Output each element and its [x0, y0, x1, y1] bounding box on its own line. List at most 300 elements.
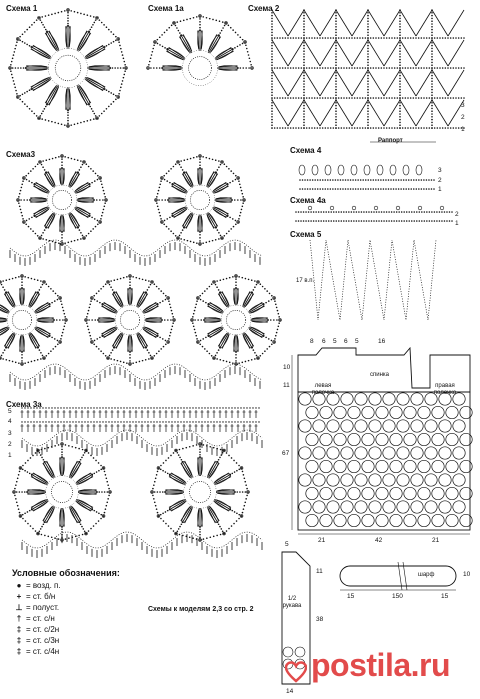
chain-dot [204, 421, 205, 422]
chain-dot [157, 193, 159, 195]
chain-dot [165, 471, 167, 473]
motif-circle [299, 501, 311, 513]
chain-dot [231, 457, 233, 459]
chain-dot [24, 470, 26, 472]
chain-dot [431, 110, 433, 112]
chain-dot [13, 54, 15, 56]
chain-dot [78, 407, 79, 408]
chain-dot [164, 319, 166, 321]
lattice-stitch [384, 100, 400, 126]
lattice-stitch [320, 100, 336, 126]
chain-dot [376, 220, 378, 222]
chain-dot [93, 407, 94, 408]
chain-dot [255, 407, 256, 408]
chain-dot [14, 488, 16, 490]
chain-dot [53, 319, 55, 321]
chain-dot [11, 61, 13, 63]
chain-dot [304, 179, 306, 181]
chain-dot [348, 211, 350, 213]
chain-dot [21, 281, 23, 283]
chain-dot [285, 67, 287, 69]
dim-top: 5 [355, 338, 359, 345]
chain-dot [32, 528, 34, 530]
chain-dot [218, 523, 220, 525]
chain-dot [445, 67, 447, 69]
chain-dot [257, 357, 259, 359]
chain-dot [215, 355, 217, 357]
chain-dot [173, 166, 175, 168]
chain-dot [228, 168, 230, 170]
chain-dot [171, 407, 172, 408]
chain-dot [235, 224, 237, 226]
chain-dot [154, 283, 156, 285]
motif-circle [383, 474, 395, 486]
chain-dot [86, 322, 88, 324]
motif-center-ring [190, 190, 209, 209]
chain-dot [93, 16, 95, 18]
motif-circle [446, 406, 458, 418]
chain-dot [405, 67, 407, 69]
petal-stitch [209, 36, 218, 52]
chain-dot [426, 67, 428, 69]
chain-dot [199, 537, 201, 539]
chain-dot [237, 34, 239, 36]
chain-dot [101, 113, 103, 115]
chain-dot [271, 340, 273, 342]
chain-dot [170, 168, 172, 170]
chain-dot [431, 127, 433, 129]
chain-dot [155, 199, 157, 201]
chain-dot [375, 97, 377, 99]
chain-dot [37, 235, 39, 237]
chain-dot [67, 125, 69, 127]
motif-circle [446, 514, 458, 526]
chain-dot [249, 57, 251, 59]
chain-dot [249, 421, 250, 422]
chain-dot [225, 407, 226, 408]
chain-dot [237, 67, 239, 69]
chain-dot [309, 179, 311, 181]
chain-dot [389, 127, 391, 129]
motif-circle [432, 514, 444, 526]
chain-dot [320, 211, 322, 213]
lattice-stitch [432, 40, 448, 66]
motif-circle [397, 474, 409, 486]
double-crochet-icon: † [16, 614, 22, 623]
chain-dot [335, 99, 337, 101]
chain-dot [199, 164, 201, 166]
chain-dot [195, 332, 197, 334]
chain-dot [399, 53, 401, 55]
chain-dot [238, 514, 240, 516]
motif-circle [327, 420, 339, 432]
chain-dot [405, 188, 407, 190]
chain-dot [9, 67, 11, 69]
chain-dot [330, 188, 332, 190]
chain-dot [236, 513, 238, 515]
motif-inner-ring [46, 476, 79, 509]
chain-dot [21, 212, 23, 214]
chain-dot [45, 15, 47, 17]
chain-dot [77, 159, 79, 161]
chain-dot [162, 338, 164, 340]
chain-dot [236, 520, 238, 522]
chain-dot [29, 510, 31, 512]
chain-dot [192, 407, 193, 408]
chain-dot [306, 127, 308, 129]
chain-dot [108, 495, 110, 497]
chain-dot [293, 127, 295, 129]
chain-dot [399, 62, 401, 64]
chain-dot [295, 220, 297, 222]
chain-dot [431, 20, 433, 22]
motif-circle [425, 474, 437, 486]
lattice-stitch [304, 40, 320, 66]
chain-dot [173, 530, 175, 532]
chain-dot [240, 421, 241, 422]
chain-dot [378, 67, 380, 69]
chain-dot [34, 183, 36, 185]
chain-dot [215, 227, 217, 229]
chain-dot [67, 17, 69, 19]
chain-dot [309, 127, 311, 129]
motif-circle [453, 420, 465, 432]
chain-dot [24, 276, 26, 278]
chain-dot [77, 172, 79, 174]
chain-dot [218, 35, 220, 37]
chain-dot [399, 12, 401, 14]
chain-dot [242, 193, 244, 195]
chain-dot [120, 361, 122, 363]
chain-dot [405, 127, 407, 129]
chain-dot [218, 238, 220, 240]
chain-dot [30, 421, 31, 422]
chain-dot [148, 280, 150, 282]
chain-dot [350, 179, 352, 181]
scheme5-label: Схема 5 [290, 230, 322, 239]
chain-dot [102, 421, 103, 422]
chain-dot [51, 337, 53, 339]
chain-dot [271, 18, 273, 20]
chain-dot [399, 29, 401, 31]
chain-dot [74, 240, 76, 242]
chain-dot [169, 303, 171, 305]
chain-dot [226, 452, 228, 454]
chain-dot [274, 97, 276, 99]
chain-dot [72, 407, 73, 408]
chain-dot [195, 421, 196, 422]
chain-dot [429, 67, 431, 69]
chain-dot [178, 528, 180, 530]
chain-dot [177, 407, 178, 408]
chain-dot [108, 91, 110, 93]
chain-dot [92, 228, 94, 230]
chain-dot [138, 407, 139, 408]
chain-dot [219, 421, 220, 422]
chain-dot [463, 97, 465, 99]
chain-dot [311, 67, 313, 69]
chain-dot [403, 179, 405, 181]
chain-dot [383, 211, 385, 213]
chain-dot [317, 97, 319, 99]
chain-dot [325, 67, 327, 69]
chain-dot [434, 67, 436, 69]
chain-dot [66, 407, 67, 408]
chain-dot [126, 407, 127, 408]
chain-dot [145, 359, 147, 361]
chain-dot [343, 67, 345, 69]
chain-dot [21, 363, 23, 365]
chain-dot [95, 173, 97, 175]
chain-dot [26, 199, 28, 201]
chain-dot [65, 319, 67, 321]
chain-dot [158, 515, 160, 517]
chain-dot [413, 67, 415, 69]
chain-dot [463, 37, 465, 39]
chain-dot [180, 232, 182, 234]
motif-circle [404, 433, 416, 445]
chain-dot [161, 199, 163, 201]
lattice-stitch [304, 100, 320, 126]
chain-dot [36, 115, 38, 117]
chain-dot [378, 179, 380, 181]
chain-dot [199, 234, 201, 236]
chain-dot [450, 127, 452, 129]
chain-dot [100, 350, 102, 352]
chain-dot [165, 340, 167, 342]
chain-dot [22, 180, 24, 182]
chain-dot [295, 211, 297, 213]
chain-dot [177, 452, 179, 454]
chain-dot [303, 110, 305, 112]
chain-dot [367, 113, 369, 115]
chain-dot [162, 407, 163, 408]
motif-circle [320, 433, 332, 445]
chain-dot [67, 9, 69, 11]
chain-dot [323, 211, 325, 213]
chain-dot [83, 121, 85, 123]
chain-dot [219, 279, 221, 281]
motif-circle [362, 487, 374, 499]
chain-dot [45, 159, 47, 161]
chain-dot [244, 501, 246, 503]
motif-inner-ring [48, 48, 87, 87]
chain-dot [103, 190, 105, 192]
chain-dot [26, 220, 28, 222]
chain-dot [202, 300, 204, 302]
chain-dot [442, 67, 444, 69]
chain-dot [250, 64, 252, 66]
chain-dot [153, 44, 155, 46]
chain-dot [81, 407, 82, 408]
chain-dot [367, 80, 369, 82]
chain-dot [45, 227, 47, 229]
chain-dot [335, 67, 337, 69]
chain-dot [20, 199, 22, 201]
motif-circle [334, 487, 346, 499]
chain-dot [251, 359, 253, 361]
chain-dot [51, 407, 52, 408]
chain-dot [215, 239, 217, 241]
chain-dot [279, 319, 281, 321]
chain-dot [199, 30, 201, 32]
chain-dot [40, 115, 42, 117]
chain-dot [271, 67, 273, 69]
chain-dot [403, 211, 405, 213]
chain-dot [410, 37, 412, 39]
chain-dot [303, 39, 305, 41]
chain-dot [172, 215, 174, 217]
chain-dot [160, 465, 162, 467]
chain-dot [170, 307, 172, 309]
chain-dot [48, 421, 49, 422]
chain-dot [110, 286, 112, 288]
chain-dot [426, 97, 428, 99]
chain-dot [31, 278, 33, 280]
chain-dot [89, 183, 91, 185]
chain-dot [113, 347, 115, 349]
chain-dot [367, 122, 369, 124]
chain-dot [177, 421, 178, 422]
chain-dot [90, 168, 92, 170]
chain-dot [67, 122, 69, 124]
chain-dot [285, 127, 287, 129]
chain-dot [317, 188, 319, 190]
chain-dot [439, 211, 441, 213]
chain-dot [189, 18, 191, 20]
motif-circle [439, 420, 451, 432]
chain-dot [97, 179, 99, 181]
chain-dot [256, 284, 258, 286]
chain-dot [30, 457, 32, 459]
chain-dot [426, 220, 428, 222]
chain-dot [61, 243, 63, 245]
chain-dot [260, 283, 262, 285]
chain-dot [244, 477, 246, 479]
chain-dot [37, 450, 39, 452]
chain-dot [287, 37, 289, 39]
chain-dot [444, 220, 446, 222]
chain-dot [426, 37, 428, 39]
chain-dot [254, 358, 256, 360]
chain-dot [322, 37, 324, 39]
petal-stitch [32, 47, 50, 57]
motif-circle [320, 514, 332, 526]
chain-stitch-icon: ● [16, 581, 22, 590]
chain-dot [343, 127, 345, 129]
chain-dot [367, 37, 369, 39]
chain-dot [77, 12, 79, 14]
chain-dot [101, 215, 103, 217]
chain-dot [199, 155, 201, 157]
right-front-label: правая полочка [433, 383, 457, 396]
chain-dot [386, 97, 388, 99]
chain-dot [35, 452, 37, 454]
chain-dot [276, 307, 278, 309]
chain-dot [399, 34, 401, 36]
chain-dot [138, 421, 139, 422]
chain-dot [150, 57, 152, 59]
chain-dot [160, 514, 162, 516]
chain-dot [165, 299, 167, 301]
chain-dot [247, 51, 249, 53]
chain-dot [222, 452, 224, 454]
chain-dot [64, 325, 66, 327]
chain-dot [159, 67, 161, 69]
chain-dot [196, 242, 198, 244]
chain-dot [47, 536, 49, 538]
chain-dot [80, 232, 82, 234]
chain-dot [91, 217, 93, 219]
chain-dot [431, 113, 433, 115]
motif-circle [404, 514, 416, 526]
chain-dot [235, 351, 237, 353]
motif-center-ring [189, 57, 212, 80]
lattice-stitch [336, 70, 352, 96]
chain-dot [15, 45, 17, 47]
chain-dot [24, 362, 26, 364]
lattice-stitch [416, 40, 432, 66]
chain-dot [154, 501, 156, 503]
chain-dot [144, 407, 145, 408]
chain-dot [322, 188, 324, 190]
chain-dot [351, 211, 353, 213]
motif-circle [341, 420, 353, 432]
chain-dot [31, 474, 33, 476]
chain-dot [159, 421, 160, 422]
wave-chain [10, 240, 262, 256]
chain-dot [165, 460, 167, 462]
chain-dot [402, 127, 404, 129]
chain-dot [241, 515, 243, 517]
lattice-stitch [336, 100, 352, 126]
chain-dot [203, 538, 205, 540]
chain-dot [5, 292, 7, 294]
chain-dot [238, 218, 240, 220]
chain-dot [423, 188, 425, 190]
chain-dot [303, 64, 305, 66]
chain-dot [431, 80, 433, 82]
chain-dot [313, 220, 315, 222]
chain-dot [206, 17, 208, 19]
chain-dot [378, 211, 380, 213]
motif-circle [432, 487, 444, 499]
chain-dot [335, 105, 337, 107]
chain-dot [193, 313, 195, 315]
motif-circle [383, 501, 395, 513]
chain-dot [333, 220, 335, 222]
chain-dot [79, 229, 81, 231]
motif-circle [390, 514, 402, 526]
scarf-dim: 15 [347, 593, 355, 600]
chain-dot [335, 127, 337, 129]
chain-dot [332, 179, 334, 181]
s3a-row-number: 2 [8, 441, 12, 448]
chain-dot [120, 87, 122, 89]
chain-dot [246, 407, 247, 408]
chain-dot [168, 199, 170, 201]
chain-dot [95, 115, 97, 117]
chain-dot [354, 67, 356, 69]
chain-dot [306, 37, 308, 39]
chain-dot [89, 303, 91, 305]
chain-dot [84, 452, 86, 454]
chain-dot [22, 469, 24, 471]
chain-dot [28, 180, 30, 182]
chain-dot [163, 293, 165, 295]
chain-dot [180, 160, 182, 162]
chain-dot [360, 179, 362, 181]
